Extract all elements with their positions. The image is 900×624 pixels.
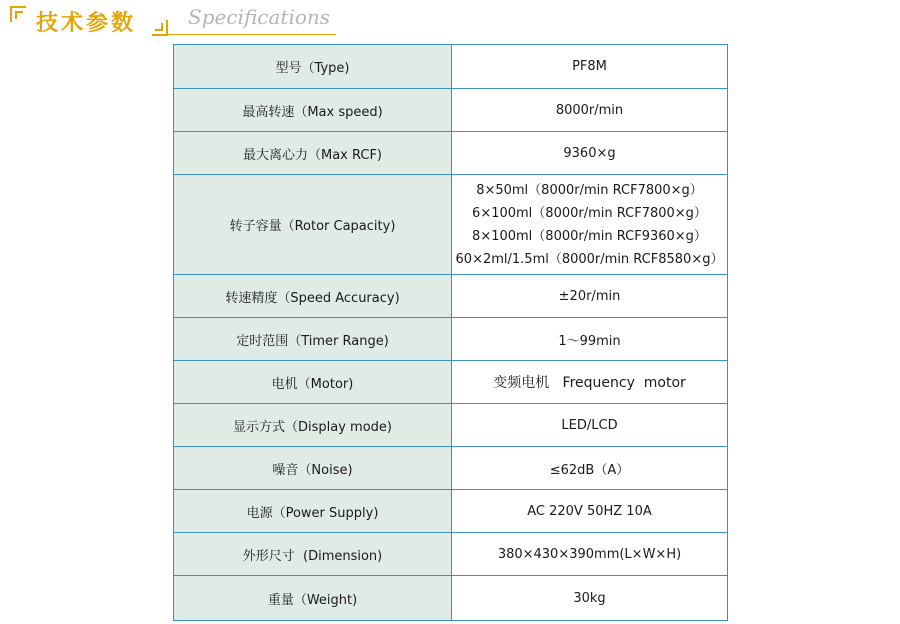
spec-label: 显示方式（Display mode) — [174, 404, 452, 447]
spec-label: 转子容量（Rotor Capacity) — [174, 175, 452, 275]
spec-value: 8000r/min — [452, 89, 728, 132]
rotor-capacity-line: 6×100ml（8000r/min RCF7800×g） — [472, 205, 707, 221]
rotor-capacity-line: 8×100ml（8000r/min RCF9360×g） — [472, 228, 707, 244]
table-row — [174, 404, 728, 447]
spec-label: 型号（Type) — [174, 45, 452, 89]
table-row — [174, 175, 728, 275]
spec-label: 最高转速（Max speed) — [174, 89, 452, 132]
table-row — [174, 275, 728, 318]
spec-value-multiline — [452, 175, 728, 275]
title-underline — [168, 34, 336, 35]
table-row — [174, 533, 728, 576]
rotor-capacity-line: 8×50ml（8000r/min RCF7800×g） — [476, 182, 703, 198]
spec-value: LED/LCD — [452, 404, 728, 447]
section-title-zh: 技术参数 — [36, 11, 137, 36]
section-title-frame — [10, 6, 168, 36]
spec-table — [173, 44, 728, 621]
table-row — [174, 45, 728, 89]
spec-value: 变频电机 Frequency motor — [452, 361, 728, 404]
rotor-capacity-line: 60×2ml/1.5ml（8000r/min RCF8580×g） — [455, 251, 724, 267]
section-title-en: Specifications — [188, 5, 331, 29]
spec-label: 重量（Weight) — [174, 576, 452, 621]
spec-value: 30kg — [452, 576, 728, 621]
corner-ornament-icon — [10, 6, 26, 22]
spec-value: 380×430×390mm(L×W×H) — [452, 533, 728, 576]
spec-value: AC 220V 50HZ 10A — [452, 490, 728, 533]
table-row — [174, 447, 728, 490]
spec-value: PF8M — [452, 45, 728, 89]
spec-value: 1～99min — [452, 318, 728, 361]
spec-value: ±20r/min — [452, 275, 728, 318]
table-row — [174, 576, 728, 621]
spec-label: 外形尺寸 (Dimension) — [174, 533, 452, 576]
spec-label: 定时范围（Timer Range) — [174, 318, 452, 361]
spec-label: 最大离心力（Max RCF) — [174, 132, 452, 175]
table-row — [174, 490, 728, 533]
spec-value: ≤62dB（A） — [452, 447, 728, 490]
spec-label: 转速精度（Speed Accuracy) — [174, 275, 452, 318]
table-row — [174, 132, 728, 175]
corner-ornament-icon — [152, 20, 168, 36]
table-row — [174, 318, 728, 361]
spec-label: 噪音（Noise) — [174, 447, 452, 490]
table-row — [174, 361, 728, 404]
spec-label: 电机（Motor) — [174, 361, 452, 404]
spec-label: 电源（Power Supply) — [174, 490, 452, 533]
section-header — [0, 0, 900, 42]
spec-value: 9360×g — [452, 132, 728, 175]
table-row — [174, 89, 728, 132]
